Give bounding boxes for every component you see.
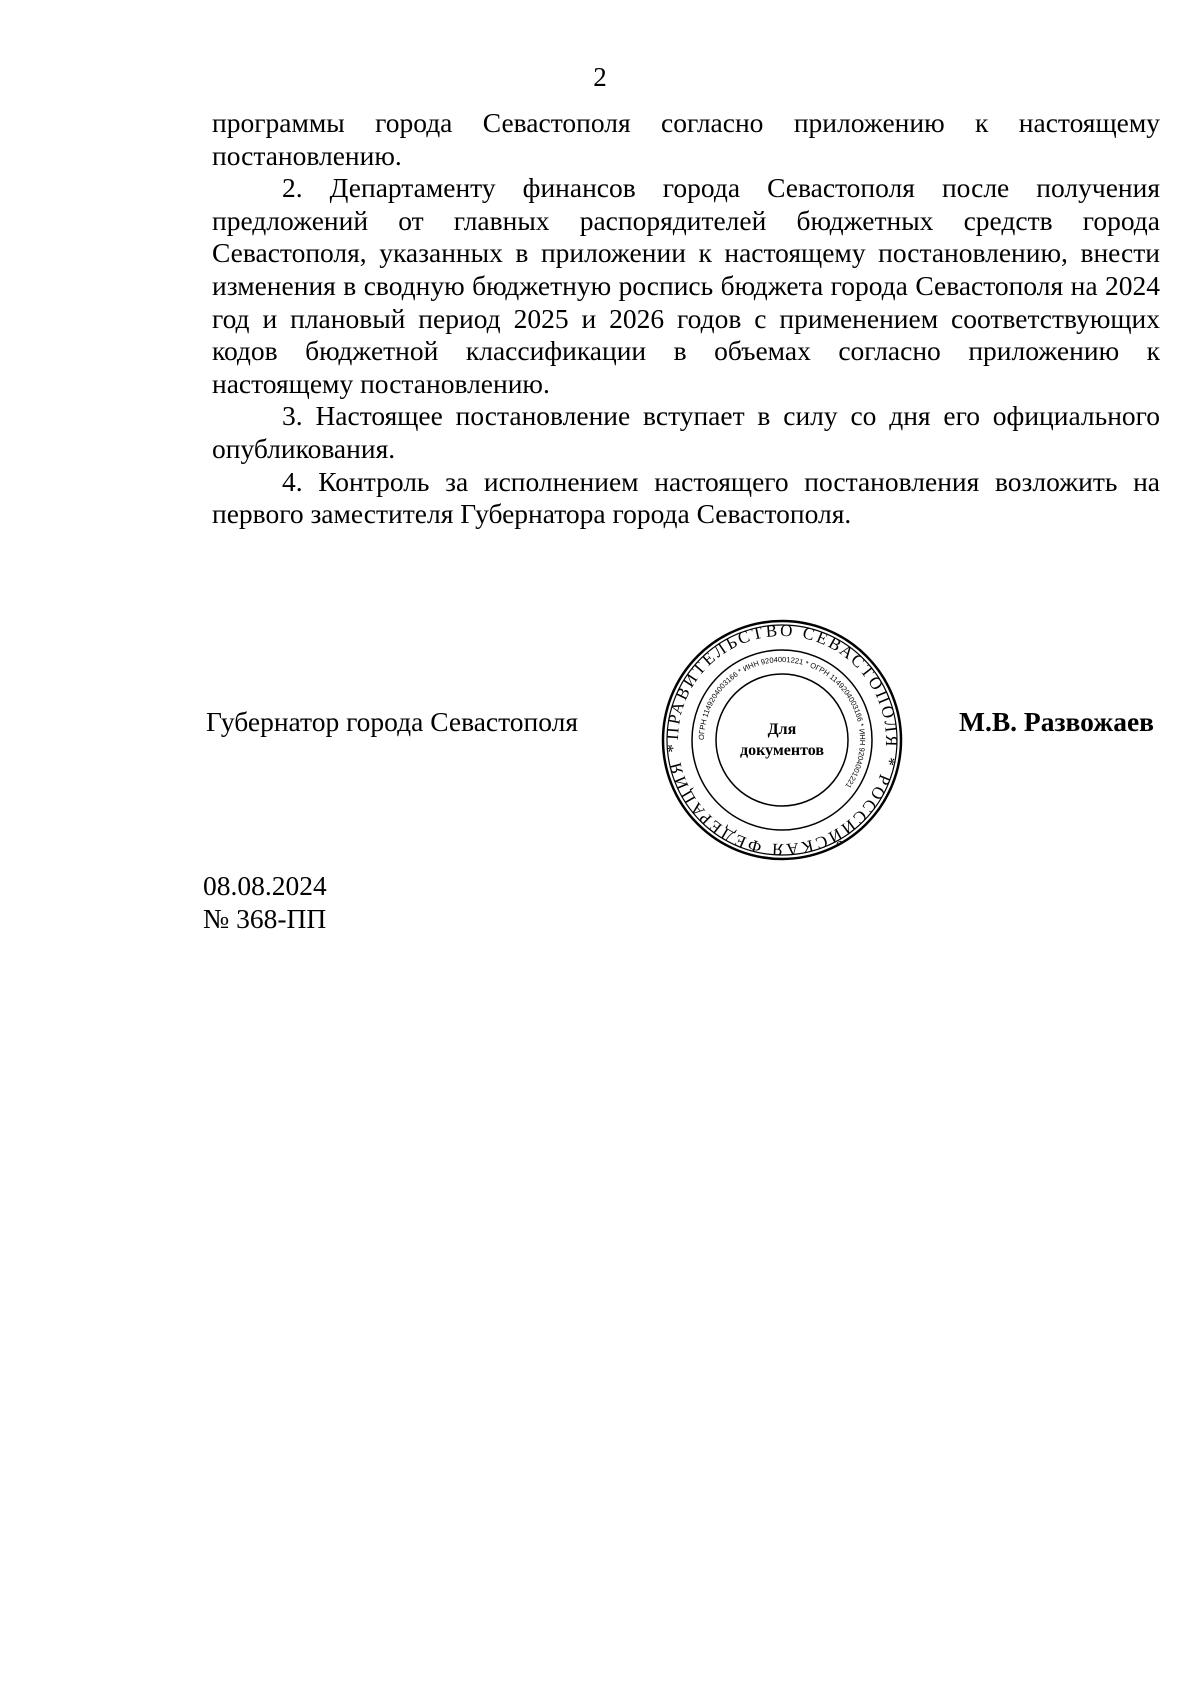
paragraph-item-4: 4. Контроль за исполнением настоящего постановления возложить на первого заместителя Губернатора города Севастополя.	[212, 465, 1160, 530]
stamp-outer-path: ПРАВИТЕЛЬСТВО СЕВАСТОПОЛЯ * РОССИЙСКАЯ ФЕДЕРАЦИЯ *	[662, 620, 902, 860]
paragraph-item-2: 2. Департаменту финансов города Севастополя после получения предложений от главных распорядителей бюджетных средств города Севастополя, указанных в приложении к настоящему постановлению, внести изменения в сводную бюджетную роспись бюджета города Севастополя на 2024 год и плановый период 2025 и 2026 годов с применением соответствующих кодов бюджетной классификации в объемах согласно приложению к настоящему постановлению.	[212, 172, 1160, 399]
page-number: 2	[593, 62, 607, 92]
signatory-title: Губернатор города Севастополя	[206, 706, 578, 737]
official-seal-stamp	[660, 618, 904, 862]
paragraph-continuation: программы города Севастополя согласно приложению к настоящему постановлению.	[212, 107, 1160, 171]
stamp-center-line1: Для	[767, 721, 797, 738]
document-number: № 368-ПП	[203, 903, 327, 934]
document-date: 08.08.2024	[203, 870, 327, 901]
stamp-inner-path: ОГРН 1149204003166 * ИНН 9204001221 * ОГРН 1149204003166 * ИНН 9204001221	[696, 654, 868, 790]
signatory-name: М.В. Развожаев	[959, 706, 1154, 737]
stamp-center-line2: документов	[740, 742, 824, 759]
document-body	[212, 107, 1160, 531]
paragraph-item-3: 3. Настоящее постановление вступает в силу со дня его официального опубликования.	[212, 400, 1160, 464]
